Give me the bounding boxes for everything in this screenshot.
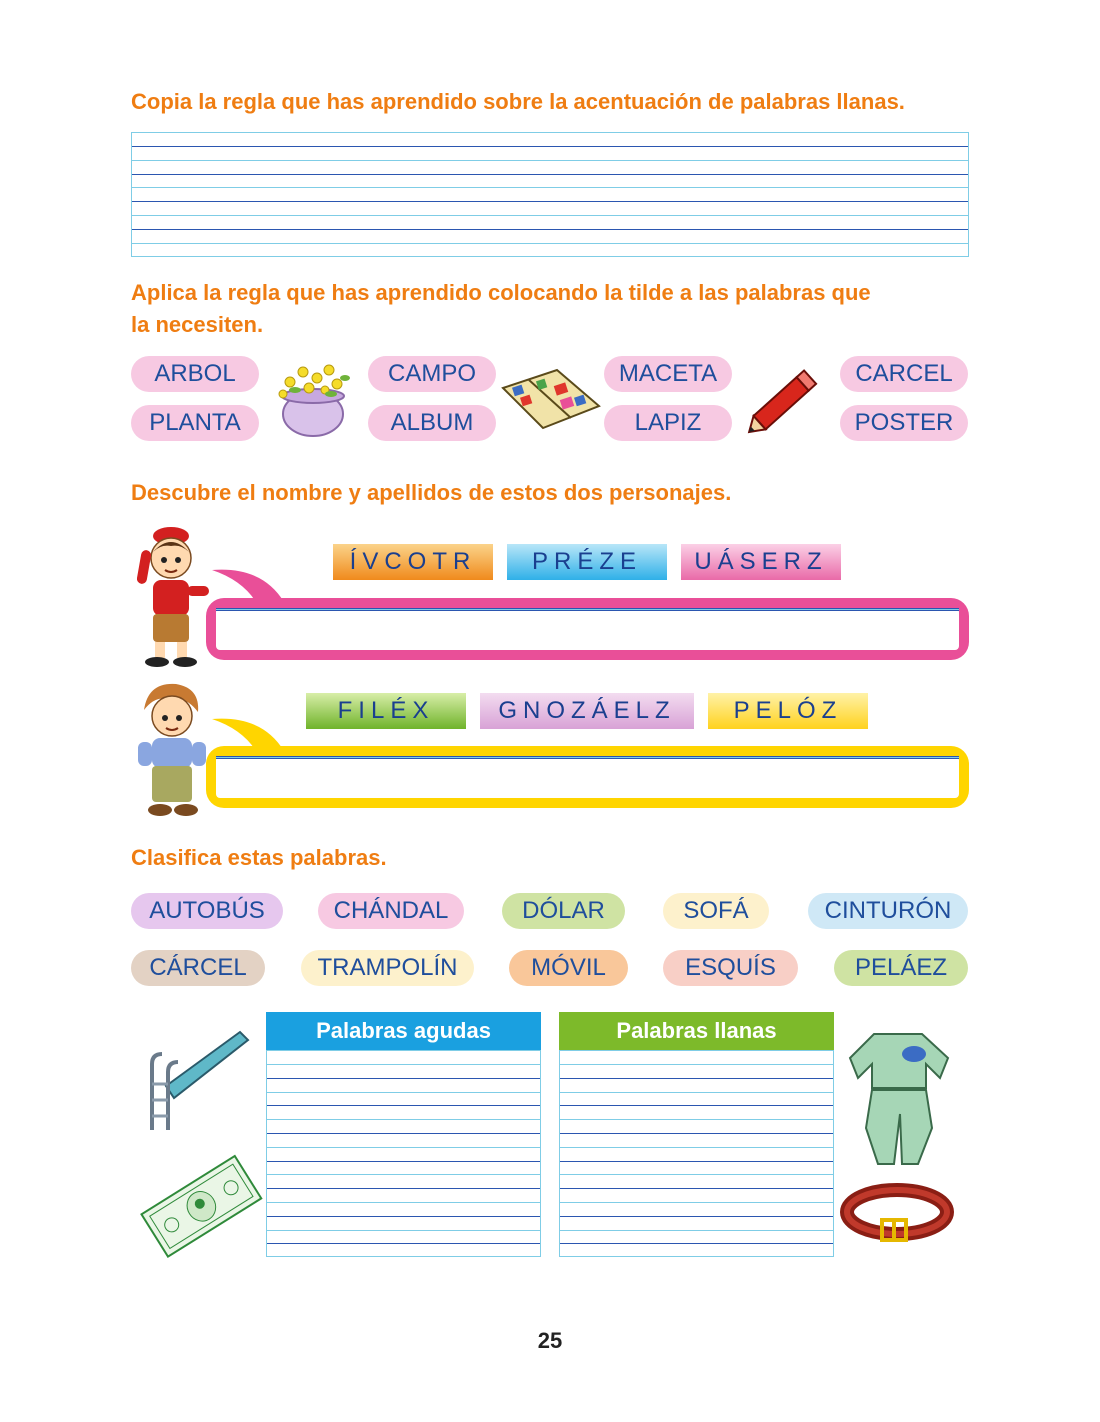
ruled-line bbox=[267, 1092, 540, 1093]
ruled-line bbox=[267, 1161, 540, 1162]
ruled-line bbox=[560, 1105, 833, 1106]
word-pill-trampolin: TRAMPOLÍN bbox=[301, 950, 474, 986]
boy-red-cap-icon bbox=[133, 522, 213, 668]
word-pill-carcel: CARCEL bbox=[840, 356, 968, 392]
ruled-line bbox=[267, 1230, 540, 1231]
ruled-line bbox=[560, 1174, 833, 1175]
answer-bubble-pink[interactable] bbox=[206, 598, 969, 660]
ruled-line bbox=[267, 1202, 540, 1203]
ruled-line bbox=[267, 1174, 540, 1175]
diving-board-icon bbox=[144, 1024, 250, 1134]
dollar-bill-icon bbox=[140, 1148, 260, 1264]
photo-album-icon bbox=[499, 362, 601, 430]
writing-lines-llanas[interactable] bbox=[559, 1050, 834, 1257]
ruled-line bbox=[560, 1230, 833, 1231]
pencil-icon bbox=[738, 362, 830, 442]
ruled-line bbox=[267, 1147, 540, 1148]
ruled-line bbox=[560, 1243, 833, 1244]
ruled-line bbox=[267, 1064, 540, 1065]
ruled-line bbox=[560, 1119, 833, 1120]
ruled-line bbox=[560, 1147, 833, 1148]
letter-tile-preze: PRÉZE bbox=[507, 544, 667, 580]
letter-tile-filex: FILÉX bbox=[306, 693, 466, 729]
table-header-llanas: Palabras llanas bbox=[559, 1012, 834, 1050]
instruction-line-1: Aplica la regla que has aprendido colocando la tilde a las palabras que bbox=[131, 280, 871, 305]
instruction-names: Descubre el nombre y apellidos de estos dos personajes. bbox=[131, 480, 732, 505]
ruled-line bbox=[132, 229, 968, 230]
word-pill-arbol: ARBOL bbox=[131, 356, 259, 392]
ruled-line bbox=[132, 243, 968, 244]
word-pill-movil: MÓVIL bbox=[509, 950, 628, 986]
letter-tile-uaserz: UÁSERZ bbox=[681, 544, 841, 580]
ruled-line bbox=[560, 1078, 833, 1079]
instruction-classify: Clasifica estas palabras. bbox=[131, 845, 387, 870]
ruled-line bbox=[216, 610, 959, 611]
ruled-line bbox=[267, 1243, 540, 1244]
letter-tile-peloz: PELÓZ bbox=[708, 693, 868, 729]
ruled-line bbox=[267, 1105, 540, 1106]
ruled-line bbox=[132, 187, 968, 188]
instruction-copy-rule: Copia la regla que has aprendido sobre la acentuación de palabras llanas. bbox=[131, 89, 905, 114]
ruled-line bbox=[132, 146, 968, 147]
word-pill-sofa: SOFÁ bbox=[663, 893, 769, 929]
ruled-line bbox=[267, 1119, 540, 1120]
ruled-line bbox=[560, 1202, 833, 1203]
letter-tile-ivcotr: ÍVCOTR bbox=[333, 544, 493, 580]
letter-tile-gnozaelz: GNOZÁELZ bbox=[480, 693, 694, 729]
word-pill-chandal: CHÁNDAL bbox=[318, 893, 464, 929]
word-pill-poster: POSTER bbox=[840, 405, 968, 441]
word-pill-lapiz: LAPIZ bbox=[604, 405, 732, 441]
ruled-line bbox=[132, 201, 968, 202]
ruled-line bbox=[267, 1216, 540, 1217]
writing-lines-agudas[interactable] bbox=[266, 1050, 541, 1257]
word-pill-esquis: ESQUÍS bbox=[663, 950, 798, 986]
ruled-line bbox=[560, 1133, 833, 1134]
page-number: 25 bbox=[537, 1328, 563, 1353]
belt-icon bbox=[842, 1182, 952, 1248]
ruled-line bbox=[560, 1092, 833, 1093]
word-pill-campo: CAMPO bbox=[368, 356, 496, 392]
ruled-line bbox=[216, 758, 959, 759]
ruled-line bbox=[560, 1064, 833, 1065]
word-pill-pelaez: PELÁEZ bbox=[834, 950, 968, 986]
word-pill-cinturon: CINTURÓN bbox=[808, 893, 968, 929]
word-pill-carcel-accented: CÁRCEL bbox=[131, 950, 265, 986]
word-pill-album: ALBUM bbox=[368, 405, 496, 441]
word-pill-autobus: AUTOBÚS bbox=[131, 893, 283, 929]
word-pill-dolar: DÓLAR bbox=[502, 893, 625, 929]
ruled-line bbox=[132, 215, 968, 216]
flower-pot-icon bbox=[265, 360, 360, 442]
word-pill-planta: PLANTA bbox=[131, 405, 259, 441]
boy-blue-sweater-icon bbox=[126, 680, 212, 820]
table-header-agudas: Palabras agudas bbox=[266, 1012, 541, 1050]
tracksuit-icon bbox=[844, 1018, 954, 1168]
ruled-line bbox=[267, 1133, 540, 1134]
ruled-line bbox=[560, 1161, 833, 1162]
writing-lines-rule[interactable] bbox=[131, 132, 969, 257]
ruled-line bbox=[560, 1188, 833, 1189]
instruction-apply-rule bbox=[131, 277, 871, 341]
ruled-line bbox=[132, 160, 968, 161]
instruction-line-2: la necesiten. bbox=[131, 312, 264, 337]
ruled-line bbox=[267, 1188, 540, 1189]
ruled-line bbox=[132, 174, 968, 175]
answer-bubble-yellow[interactable] bbox=[206, 746, 969, 808]
word-pill-maceta: MACETA bbox=[604, 356, 732, 392]
ruled-line bbox=[267, 1078, 540, 1079]
ruled-line bbox=[560, 1216, 833, 1217]
